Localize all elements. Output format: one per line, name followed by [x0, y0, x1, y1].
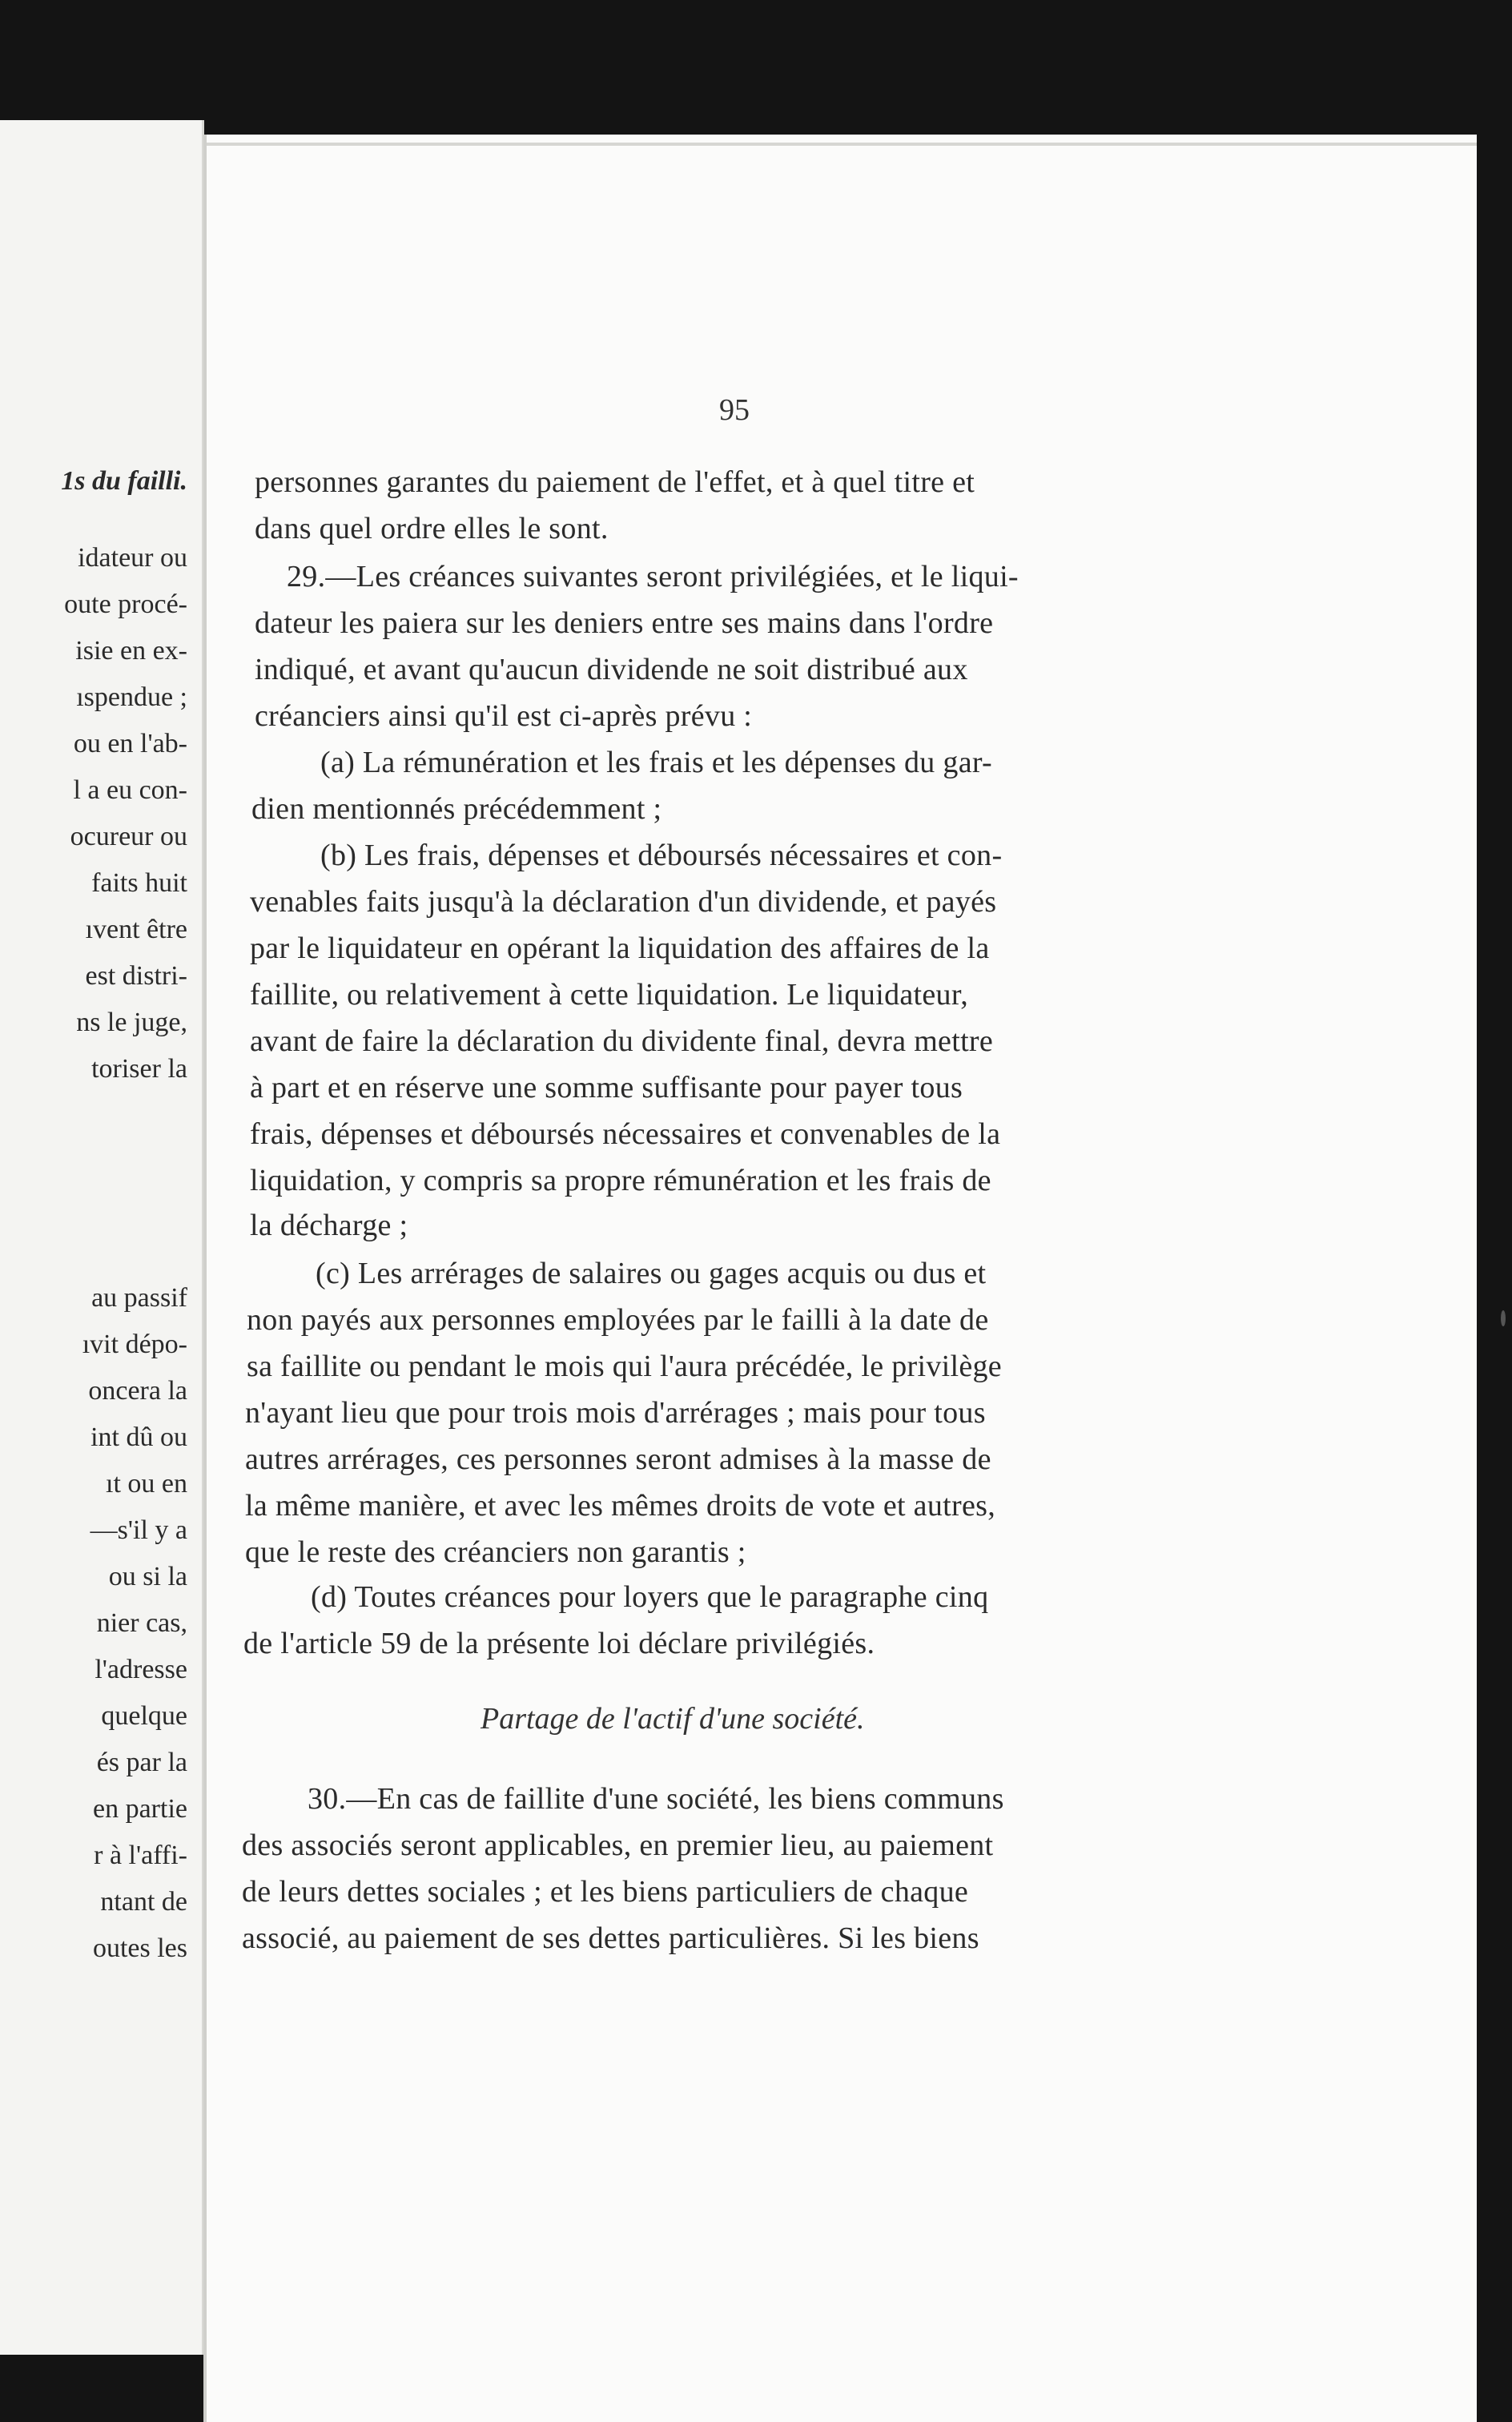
body-line: liquidation, y compris sa propre rémunération et les frais de: [250, 1164, 991, 1197]
body-line: indiqué, et avant qu'aucun dividende ne soit distribué aux: [255, 653, 968, 686]
left-page-line: quelque: [101, 1701, 187, 1731]
body-line: autres arrérages, ces personnes seront admises à la masse de: [245, 1442, 991, 1476]
left-page-line: outes les: [92, 1933, 187, 1963]
body-line: 29.—Les créances suivantes seront privilégiées, et le liqui-: [287, 560, 1019, 593]
left-page-line: ıt ou en: [106, 1469, 187, 1499]
body-line: (c) Les arrérages de salaires ou gages acquis ou dus et: [316, 1257, 987, 1290]
body-line: à part et en réserve une somme suffisante pour payer tous: [250, 1071, 963, 1104]
body-line: non payés aux personnes employées par le failli à la date de: [247, 1303, 989, 1337]
left-page-line: nier cas,: [96, 1608, 187, 1638]
left-page-line: au passif: [91, 1283, 187, 1313]
body-line: par le liquidateur en opérant la liquidation des affaires de la: [250, 931, 990, 965]
body-line: la décharge ;: [250, 1209, 408, 1242]
body-line: (d) Toutes créances pour loyers que le paragraphe cinq: [311, 1580, 989, 1614]
left-page-line: int dû ou: [90, 1422, 187, 1452]
body-line: dien mentionnés précédemment ;: [251, 792, 662, 826]
body-line: de l'article 59 de la présente loi déclare privilégiés.: [243, 1627, 875, 1660]
page-edge-rule: [207, 143, 1477, 146]
section-heading: Partage de l'actif d'une société.: [481, 1702, 865, 1736]
body-line: que le reste des créanciers non garantis ;: [245, 1535, 746, 1569]
body-line: faillite, ou relativement à cette liquidation. Le liquidateur,: [250, 978, 969, 1012]
body-line: personnes garantes du paiement de l'effet, et à quel titre et: [255, 465, 975, 499]
left-page-line: faits huit: [91, 868, 187, 898]
left-page-line: ns le juge,: [76, 1008, 187, 1037]
left-page-line: és par la: [96, 1748, 187, 1777]
body-line: associé, au paiement de ses dettes particulières. Si les biens: [242, 1921, 979, 1955]
body-line: n'ayant lieu que pour trois mois d'arrérages ; mais pour tous: [245, 1396, 986, 1430]
left-page-line: oute procé-: [64, 589, 187, 619]
left-page-line: r à l'affi-: [94, 1841, 187, 1870]
left-page-line: ıvit dépo-: [82, 1330, 187, 1359]
body-line: venables faits jusqu'à la déclaration d'un dividende, et payés: [250, 885, 997, 919]
left-page-line: idateur ou: [78, 543, 187, 573]
left-page: [0, 120, 204, 2355]
body-line: (b) Les frais, dépenses et déboursés nécessaires et con-: [320, 839, 1003, 872]
body-line: sa faillite ou pendant le mois qui l'aura précédée, le privilège: [247, 1350, 1002, 1383]
left-page-line: ou si la: [108, 1562, 187, 1591]
left-page-line: ıspendue ;: [76, 682, 187, 712]
body-line: avant de faire la déclaration du dividente final, devra mettre: [250, 1024, 994, 1058]
body-line: de leurs dettes sociales ; et les biens particuliers de chaque: [242, 1875, 969, 1909]
left-page-line: toriser la: [91, 1054, 187, 1084]
left-page-line: ou en l'ab-: [73, 729, 187, 758]
left-page-line: ocureur ou: [70, 822, 187, 851]
body-line: la même manière, et avec les mêmes droits de vote et autres,: [245, 1489, 996, 1523]
left-page-line: isie en ex-: [75, 636, 187, 666]
left-page-line: est distri-: [85, 961, 187, 991]
left-page-line: l'adresse: [94, 1655, 187, 1684]
left-page-line: oncera la: [88, 1376, 187, 1406]
left-page-line: l a eu con-: [73, 775, 187, 805]
left-page-line: en partie: [93, 1794, 187, 1824]
scan-speck: [1501, 1310, 1506, 1326]
body-line: dans quel ordre elles le sont.: [255, 512, 609, 545]
body-line: frais, dépenses et déboursés nécessaires et convenables de la: [250, 1117, 1001, 1151]
left-page-line: ıvent être: [85, 915, 187, 944]
left-page-line: —s'il y a: [90, 1515, 187, 1545]
body-line: des associés seront applicables, en premier lieu, au paiement: [242, 1829, 994, 1862]
body-line: dateur les paiera sur les deniers entre ses mains dans l'ordre: [255, 606, 994, 640]
body-line: (a) La rémunération et les frais et les dépenses du gar-: [320, 746, 993, 779]
page-number: 95: [719, 393, 750, 427]
body-line: créanciers ainsi qu'il est ci-après prévu :: [255, 699, 753, 733]
left-page-line: ntant de: [100, 1887, 187, 1917]
left-page-line: 1s du failli.: [61, 466, 187, 496]
body-line: 30.—En cas de faillite d'une société, les biens communs: [308, 1782, 1004, 1816]
